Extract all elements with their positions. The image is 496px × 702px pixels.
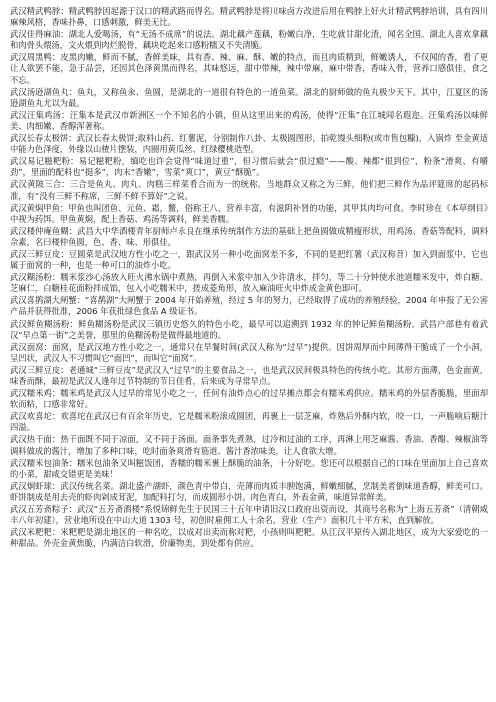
paragraph-yiji-noodles: 武汉易记糍粑粉：易记糍粑粉，缅吃也许会觉得“味道过重”，但习惯后就会“很过瘾”——酸、辣都“很到位”，粉条“滑爽、有嚼劲”，里面的配料也“挺多”，肉末“香嫩”，雪菜“爽口”，黄豆“酥脆”。 (10, 156, 488, 178)
paragraph-hutang-fen: 武汉糊汤粉：糯米浆沙心汤放入旺火沸水锅中煮熟，再倒入米浆中加入少许清水，拌匀，等二十分钟使水池道糯米发中，炸白糖、芝麻仁，白糖桂花面粉拌成馅，包入小吃糯米中，搓成菱角形，放入麻油旺火中炸成金黄色即可。 (10, 272, 488, 294)
paragraph-wangji-chicken-soup: 武汉汪集鸡汤：汪集本是武汉市新洲区一个不知名的小镇，但从这里出来的鸡汤，使得“汪集”在江城闻名遐迩。汪集鸡汤以味鲜美、肉细嫩、香醇浑著称。 (10, 109, 488, 131)
paragraph-sanxian-doupi-1: 武汉三鲜豆皮：豆圆菜是武汉地方性小吃之一，跟武汉另一种小吃面窝差不多，不同的是把红薯（武汉称苕）加入到面浆中，它也属于面窝的一种，也是一种可口的油炸小吃。 (10, 248, 488, 271)
paragraph-louzhongan-fish: 武汉楼仲庵鱼糊：武昌大中华酒楼青年厨师卢永良在继承传统制作方法的基础上把鱼圆做成精瘦形状，用鸡汤、香菇等配料，调料佘素，名曰楼仲鱼圆，色、香、味、形俱佳。 (10, 225, 488, 247)
paragraph-huanxi-tuo: 武汉欢喜坨：欢喜坨在武汉已有百余年历史，它是糯米粉滚成圆团，再裹上一层芝麻，炸熟后外酥内软，咬一口，一声脆响后糖汁四溢。 (10, 411, 488, 433)
paragraph-xique-lake-crab: 武汉喜鹊湖大闸蟹：“喜鹊湖”大闸蟹于 2004 年开始养殖，经过 5 年的努力，已经取得了成功的养殖经验，2004 年申报了无公害产品并获得批准，2006 年获批绿色食品 A 级证书。 (10, 295, 488, 317)
paragraph-wufangzhai-zongzi: 武汉五芳斋粽子：武汉“五芳斋酒楼”系悦锦鲜先生于民国三十五年申请旧汉口政府出资而设，其商号名称为“上海五芳斋”（清朝咸丰八年初建），营业地所设在中山大道 1303 号，初创时雇佣工人十余名，营业（生产）面积几十平方米，直到解放。 (10, 504, 488, 526)
paragraph-mianwo: 武汉面窝：面窝，是武汉地方性小吃之一，通常只在早餐时间(武汉人称为“过早”)提供。因饼周厚而中间薄得干脆成了一个小洞，呈凹状，武汉人不习惯叫它“面凹”，而叫它“面窝”。 (10, 341, 488, 363)
paragraph-fish-balls: 武汉汤逊湖鱼丸：鱼丸，又称鱼汆、鱼圆，是湖北的一道很有特色的一道鱼菜。湖北的厨师做的鱼丸极少天下。其中，江夏区的汤逊湖鱼丸尤以为最。 (10, 86, 488, 108)
paragraph-rice-wrapped-youtiao: 武汉糯米包油条：糯米包油条又叫糍饭团，香糯的糯米裹上酥脆的油条，十分好吃。您还可以根据自己的口味在里面加上自己喜欢的小菜，甜咸交错更是美味！ (10, 457, 488, 479)
paragraph-mi-baba: 武汉米粑粑：米粑粑是湖北地区的一种名吃，以成对出卖而称对粑，小孩则叫粑粑。从江汉平原传入湖北地区，成为大家爱吃的一种甜品。外壳金黄焦脆，内满洁白软滑，价廉物美，到处都有供应。 (10, 527, 488, 549)
paragraph-sanxian-doupi-2: 武汉三鲜豆皮：老通城“三鲜豆皮”是武汉人“过早”的主要食品之一，也是武汉民间极具特色的传统小吃。其形方面薄，色金面黄，味香而酥，最初是武汉人逢年过节特制的节日佳肴，后来成为寻常早点。 (10, 364, 488, 386)
paragraph-huangpi-sanhe: 武汉黄陂三合：三合是鱼丸、肉丸、肉糕三样菜肴合而为一的统称。当地群众又称之为三鲜，他们把三鲜作为品评筵席的起码标准，有“没有三鲜不称席，三鲜不鲜不算好”之说。 (10, 179, 488, 201)
paragraph-jingwu-duck-neck: 武汉精武鸭脖：精武鸭脖因起源于汉口的精武路而得名。精武鸭脖是将川味卤方改进后用在鸭脖上好火计精武鸭脖培训，具有四川麻辣风格，香味扑鼻，口感刺激，鲜美无比。 (10, 6, 488, 28)
paragraph-taiji-cake: 武汉长春太极饼：武汉长春太极饼;取料山药、红薯泥，分别制作八卦、太极圆图形，拍乾馒头细粉(或市售包糠)，入锅炸 至金黄适中能力色泽度，外缘以山楂片摆装，内圈用黄瓜丝、红绿樱桃造型。 (10, 133, 488, 155)
paragraph-sticky-rice-chicken: 武汉糯米鸡：糯米鸡是武汉人过早的常见小吃之一，任何有油炸点心的过早摊点都会有糯米鸡供应。糯米鸡的外层香脆脆，里面却软而粘，口感非常好。 (10, 388, 488, 410)
paragraph-fresh-fish-noodles: 武汉鲜鱼糊汤粉：鲜鱼糊汤粉是武汉三镇历史悠久的特色小吃，最早可以追溯到 1932 年的钟记鲜鱼糊汤粉。武昌户部巷有着武汉“早点第一街”之美誉，那里的鱼糊汤粉是做得最地道的。 (10, 318, 488, 340)
paragraph-lotus-root-soup: 武汉佳得麻油：湖北人爱喝汤，有“无汤不成席”的说法。湖北藕产莲藕，粉嫩白净，生吃就甘甜化渣，闻名全国。湖北人喜欢拿藕和肉骨头煨汤，文火煨到肉烂脱骨，藕块吃起来口感粉糯又不失清脆。 (10, 29, 488, 51)
paragraph-zhou-black-duck: 武汉周黑鸭：皮黑肉嫩，鲜而不腻，香鲜美味，具有香、辣、麻、酥、嫩的特点，而且肉质精到，鲜嫩诱人，不仅闻的香，看了更让人欲罢不能，急于品尝，还因其色泽黄黑而得名，其味悠远，甜中带辣，辣中带麻，麻中带香，香味入骨，营养口感俱佳，食之不忘。 (10, 52, 488, 85)
paragraph-shrimp-balls: 武汉炯虾球：武汉传统名菜。湖北盛产湖虾，颜色青中带白，壳薄而肉质丰腴饱满，鲜嫩细腻，烹制美者倒味道香醇，鲜美可口。虾饼制成是用去壳的虾肉剁成茸泥，加配料打匀，而成圆形小饼。肉色青白，外表金黄，味道异常鲜美。 (10, 480, 488, 502)
paragraph-hot-dry-noodles: 武汉热干面：热干面既不同于凉面，又不同于汤面。面条事先煮熟，过冷和过油的工序，再淋上用芝麻酱、香油、香醋、辣椒油等调料做成的酱汁，增加了多种口味，吃时面条爽滑有筋道、酱汁香浓味美，让人食欲大增。 (10, 434, 488, 456)
paragraph-braised-turtle: 武汉黄焖甲鱼：甲鱼也叫团鱼、元鱼、霜，鳖，俗称王八，营养丰富，有滋阴补肾的功能，其甲其肉均可食。李时珍在《本草纲目》中视为药饵。甲鱼黄焖，配上香菇、鸡汤等调料，鲜美香糯。 (10, 202, 488, 224)
